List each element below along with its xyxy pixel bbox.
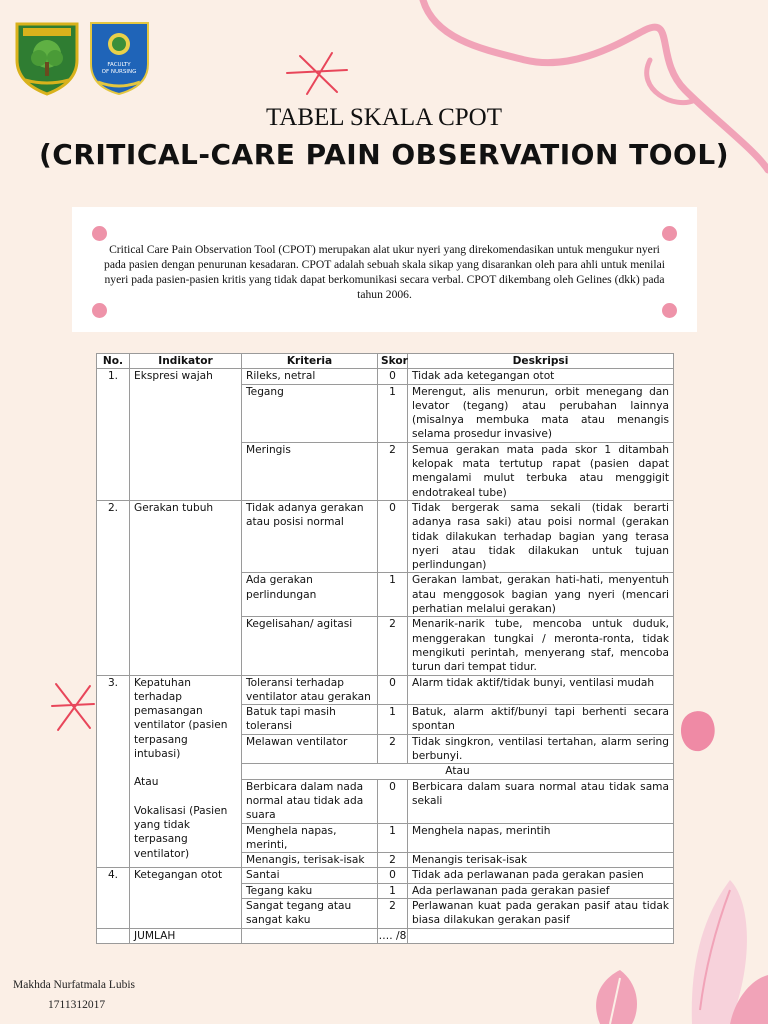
score-cell: 2 [378, 617, 408, 675]
decorative-dot [92, 303, 107, 318]
indicator-cell: Ekspresi wajah [130, 369, 242, 501]
cpot-table [96, 353, 674, 944]
column-header-deskripsi: Deskripsi [408, 354, 674, 369]
score-cell: 1 [378, 705, 408, 735]
description-cell: Alarm tidak aktif/tidak bunyi, ventilasi mudah [408, 675, 674, 705]
page-subtitle: (CRITICAL-CARE PAIN OBSERVATION TOOL) [38, 138, 729, 171]
criteria-cell: Tidak adanya gerakan atau posisi normal [242, 500, 378, 572]
total-row [97, 928, 674, 943]
description-cell: Perlawanan kuat pada gerakan pasif atau tidak biasa dilakukan gerakan pasif [408, 898, 674, 928]
description-cell: Semua gerakan mata pada skor 1 ditambah kelopak mata tertutup rapat (pasien dapat mengalami mulut terbuka atau menggigit endotrakeal tube) [408, 442, 674, 500]
description-cell: Tidak singkron, ventilasi tertahan, alarm sering berbunyi. [408, 734, 674, 764]
decorative-dot [662, 303, 677, 318]
decorative-dot [92, 226, 107, 241]
criteria-cell: Santai [242, 868, 378, 883]
score-cell: 1 [378, 883, 408, 898]
author-nim: 1711312017 [48, 999, 106, 1011]
criteria-cell: Ada gerakan perlindungan [242, 573, 378, 617]
page-title: TABEL SKALA CPOT [266, 104, 502, 131]
separator-cell: Atau [242, 764, 674, 779]
column-header-no: No. [97, 354, 130, 369]
column-header-indikator: Indikator [130, 354, 242, 369]
score-cell: 1 [378, 573, 408, 617]
total-value: …. /8 [378, 929, 407, 942]
description-cell: Tidak bergerak sama sekali (tidak berarti adanya rasa saki) atau poisi normal (gerakan tidak dilakukan terhadap bagian yang terasa nyeri atau tidak dilakukan untuk tujuan perlindungan) [408, 500, 674, 572]
score-cell: 0 [378, 369, 408, 384]
score-cell: 0 [378, 779, 408, 823]
criteria-cell: Tegang [242, 384, 378, 442]
table-header-row [97, 354, 674, 369]
table-row [97, 868, 674, 883]
description-cell: Menarik-narik tube, mencoba untuk duduk, menggerakan tungkai / meronta-ronta, tidak mengikuti perintah, menyerang staf, mencoba turun dari tempat tidur. [408, 617, 674, 675]
indicator-vocalization-text: Vokalisasi (Pasien yang tidak terpasang ventilator) [134, 804, 228, 860]
criteria-cell: Kegelisahan/ agitasi [242, 617, 378, 675]
total-empty-cell [408, 928, 674, 943]
indicator-cell: Ketegangan otot [130, 868, 242, 928]
score-cell: 2 [378, 442, 408, 500]
faculty-of-nursing-logo [88, 20, 151, 96]
description-cell: Tidak ada perlawanan pada gerakan pasien [408, 868, 674, 883]
column-header-skor: Skor [378, 354, 408, 369]
description-cell: Merengut, alis menurun, orbit menegang dan levator (tegang) atau perubahan lainnya (misalnya membuka mata atau menangis selama prosedur invasive) [408, 384, 674, 442]
criteria-cell: Tegang kaku [242, 883, 378, 898]
score-cell: 0 [378, 868, 408, 883]
description-cell: Gerakan lambat, gerakan hati-hati, menyentuh atau menggosok bagian yang nyeri (mencari perhatian melalui gerakan) [408, 573, 674, 617]
score-cell: 0 [378, 675, 408, 705]
score-cell: 1 [378, 823, 408, 853]
row-number: 2. [97, 500, 130, 675]
table-row [97, 369, 674, 384]
indicator-cell: Gerakan tubuh [130, 500, 242, 675]
description-cell: Berbicara dalam suara normal atau tidak sama sekali [408, 779, 674, 823]
total-label: JUMLAH [130, 928, 242, 943]
description-cell: Batuk, alarm aktif/bunyi tapi berhenti secara spontan [408, 705, 674, 735]
score-cell: 2 [378, 853, 408, 868]
university-emblem-icon [13, 20, 81, 96]
asterisk-doodle-left-icon [48, 676, 98, 736]
criteria-cell: Sangat tegang atau sangat kaku [242, 898, 378, 928]
score-cell: 0 [378, 500, 408, 572]
intro-text: Critical Care Pain Observation Tool (CPOT) merupakan alat ukur nyeri yang direkomendasikan untuk mengukur nyeri pada pasien dengan penurunan kesadaran. CPOT adalah sebuah skala sikap yang disarankan oleh para ahli untuk menilai nyeri pada pasien-pasien kritis yang tidak dapat berkomunikasi secara verbal. CPOT dikembang oleh Gelines (dkk) pada tahun 2006. [104, 243, 665, 301]
criteria-cell: Meringis [242, 442, 378, 500]
intro-card [72, 207, 697, 332]
faculty-text-mid: OF NURSING [101, 69, 137, 75]
score-cell: 1 [378, 384, 408, 442]
criteria-cell: Menghela napas, merinti, [242, 823, 378, 853]
criteria-cell: Melawan ventilator [242, 734, 378, 764]
indicator-or-text: Atau [134, 776, 159, 789]
decorative-dot [662, 226, 677, 241]
criteria-cell: Batuk tapi masih toleransi [242, 705, 378, 735]
criteria-cell: Berbicara dalam nada normal atau tidak ada suara [242, 779, 378, 823]
criteria-cell: Menangis, terisak-isak [242, 853, 378, 868]
table-row [97, 500, 674, 572]
nursing-faculty-emblem-icon [88, 20, 151, 96]
table-row [97, 675, 674, 705]
indicator-ventilator-text: Kepatuhan terhadap pemasangan ventilator (pasien terpasang intubasi) [134, 676, 228, 761]
author-name: Makhda Nurfatmala Lubis [13, 979, 135, 991]
indicator-cell [130, 675, 242, 868]
row-number: 1. [97, 369, 130, 501]
asterisk-doodle-icon [282, 48, 352, 98]
university-logo [13, 20, 81, 96]
description-cell: Menghela napas, merintih [408, 823, 674, 853]
row-number: 3. [97, 675, 130, 868]
total-empty-cell [242, 928, 378, 943]
score-cell: 2 [378, 898, 408, 928]
criteria-cell: Rileks, netral [242, 369, 378, 384]
description-cell: Ada perlawanan pada gerakan pasief [408, 883, 674, 898]
pink-blob-icon [676, 705, 720, 755]
score-cell: 2 [378, 734, 408, 764]
total-empty-cell [97, 928, 130, 943]
column-header-kriteria: Kriteria [242, 354, 378, 369]
faculty-text-top: FACULTY [107, 62, 131, 68]
description-cell: Menangis terisak-isak [408, 853, 674, 868]
row-number: 4. [97, 868, 130, 928]
description-cell: Tidak ada ketegangan otot [408, 369, 674, 384]
criteria-cell: Toleransi terhadap ventilator atau gerakan [242, 675, 378, 705]
